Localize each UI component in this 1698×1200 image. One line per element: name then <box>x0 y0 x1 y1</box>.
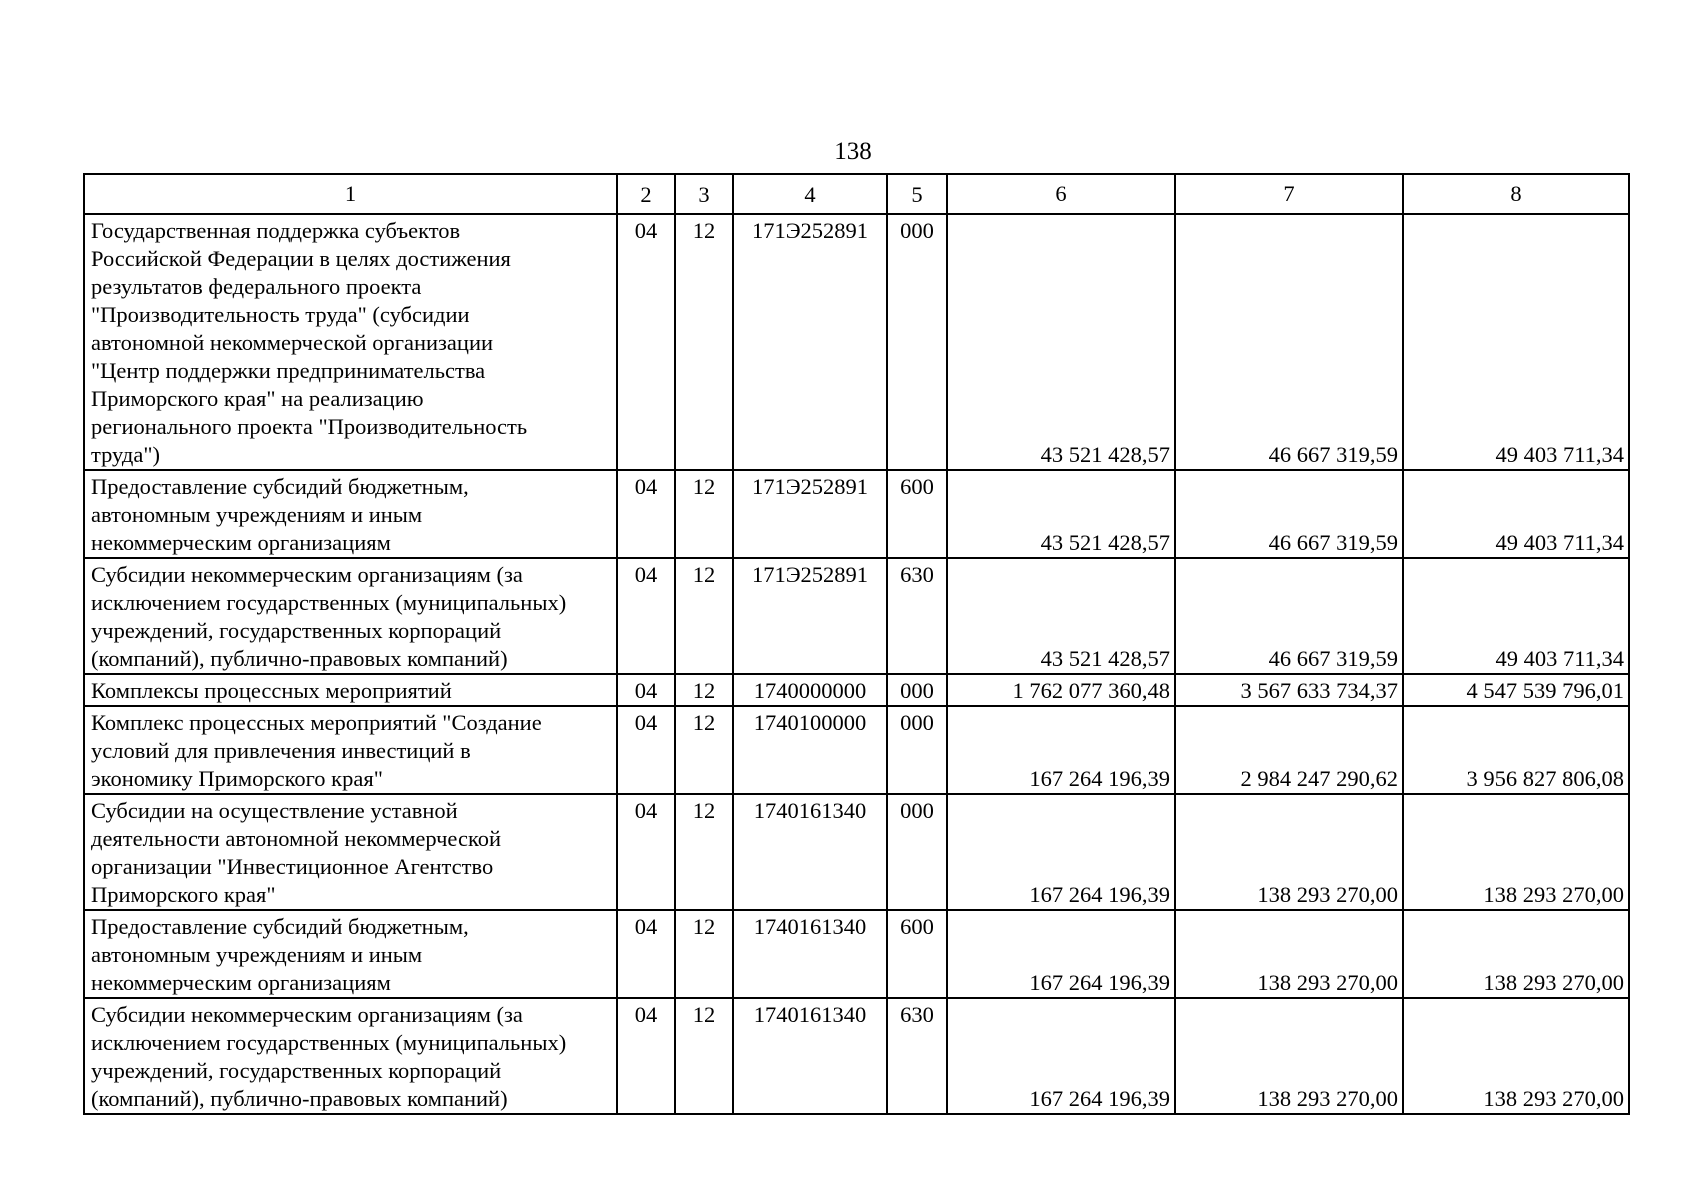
row-subsection-code: 12 <box>675 470 733 558</box>
row-section-code: 04 <box>617 674 675 706</box>
row-description <box>84 558 617 674</box>
row-subsection-code: 12 <box>675 706 733 794</box>
header-cell-3: 3 <box>675 174 733 214</box>
row-expense-type-code: 000 <box>887 674 947 706</box>
row-section-code: 04 <box>617 558 675 674</box>
row-subsection-code: 12 <box>675 558 733 674</box>
row-description-line: некоммерческим организациям <box>91 530 391 555</box>
header-cell-4: 4 <box>733 174 887 214</box>
row-description-line: учреждений, государственных корпораций <box>91 618 502 643</box>
row-target-article-code: 171Э252891 <box>733 470 887 558</box>
row-description-line: Предоставление субсидий бюджетным, <box>91 914 469 939</box>
row-description-line: регионального проекта "Производительность <box>91 414 528 439</box>
row-expense-type-code: 600 <box>887 470 947 558</box>
row-amount-col6: 167 264 196,39 <box>947 794 1175 910</box>
row-description-line: (компаний), публично-правовых компаний) <box>91 1086 508 1111</box>
table-row <box>84 214 1629 470</box>
table-header-row <box>84 174 1629 214</box>
header-cell-2: 2 <box>617 174 675 214</box>
row-description-line: организации "Инвестиционное Агентство <box>91 854 494 879</box>
row-description-line: Субсидии некоммерческим организациям (за <box>91 562 523 587</box>
row-description-line: Приморского края" <box>91 882 276 907</box>
row-section-code: 04 <box>617 706 675 794</box>
row-amount-col8: 138 293 270,00 <box>1403 794 1629 910</box>
table-row <box>84 706 1629 794</box>
row-subsection-code: 12 <box>675 674 733 706</box>
row-description-line: Субсидии некоммерческим организациям (за <box>91 1002 523 1027</box>
row-target-article-code: 1740161340 <box>733 910 887 998</box>
row-amount-col8: 49 403 711,34 <box>1403 470 1629 558</box>
row-amount-col7: 46 667 319,59 <box>1175 558 1403 674</box>
header-cell-1: 1 <box>84 174 617 214</box>
row-description-line: "Производительность труда" (субсидии <box>91 302 470 327</box>
row-description-line: автономным учреждениям и иным <box>91 502 423 527</box>
row-description-line: исключением государственных (муниципальных) <box>91 590 567 615</box>
row-description <box>84 214 617 470</box>
row-description-line: автономным учреждениям и иным <box>91 942 423 967</box>
table-row <box>84 674 1629 706</box>
row-description <box>84 470 617 558</box>
row-description-line: Приморского края" на реализацию <box>91 386 424 411</box>
row-description-line: труда") <box>91 442 161 467</box>
row-amount-col7: 138 293 270,00 <box>1175 910 1403 998</box>
row-description-line: некоммерческим организациям <box>91 970 391 995</box>
row-description-line: исключением государственных (муниципальных) <box>91 1030 567 1055</box>
row-expense-type-code: 000 <box>887 214 947 470</box>
row-description <box>84 998 617 1114</box>
row-description <box>84 794 617 910</box>
row-amount-col8: 49 403 711,34 <box>1403 558 1629 674</box>
row-description-line: "Центр поддержки предпринимательства <box>91 358 486 383</box>
row-target-article-code: 171Э252891 <box>733 558 887 674</box>
header-cell-5: 5 <box>887 174 947 214</box>
row-target-article-code: 1740161340 <box>733 998 887 1114</box>
row-amount-col7: 138 293 270,00 <box>1175 794 1403 910</box>
row-amount-col7: 3 567 633 734,37 <box>1175 674 1403 706</box>
row-amount-col7: 138 293 270,00 <box>1175 998 1403 1114</box>
row-description-line: (компаний), публично-правовых компаний) <box>91 646 508 671</box>
row-expense-type-code: 630 <box>887 558 947 674</box>
row-subsection-code: 12 <box>675 910 733 998</box>
table-row <box>84 470 1629 558</box>
table-row <box>84 558 1629 674</box>
row-description-line: Субсидии на осуществление уставной <box>91 798 458 823</box>
row-description-line: результатов федерального проекта <box>91 274 422 299</box>
row-expense-type-code: 630 <box>887 998 947 1114</box>
row-amount-col8: 4 547 539 796,01 <box>1403 674 1629 706</box>
row-subsection-code: 12 <box>675 794 733 910</box>
row-description-line: Комплексы процессных мероприятий <box>91 678 452 703</box>
row-expense-type-code: 600 <box>887 910 947 998</box>
row-description <box>84 910 617 998</box>
row-description-line: экономику Приморского края" <box>91 766 383 791</box>
header-cell-7: 7 <box>1175 174 1403 214</box>
row-description-line: деятельности автономной некоммерческой <box>91 826 502 851</box>
header-cell-8: 8 <box>1403 174 1629 214</box>
row-description-line: Комплекс процессных мероприятий "Создание <box>91 710 542 735</box>
row-section-code: 04 <box>617 214 675 470</box>
row-amount-col6: 43 521 428,57 <box>947 214 1175 470</box>
row-target-article-code: 171Э252891 <box>733 214 887 470</box>
row-description-line: учреждений, государственных корпораций <box>91 1058 502 1083</box>
row-description-line: Российской Федерации в целях достижения <box>91 246 511 271</box>
row-amount-col6: 1 762 077 360,48 <box>947 674 1175 706</box>
row-amount-col6: 43 521 428,57 <box>947 470 1175 558</box>
row-amount-col8: 3 956 827 806,08 <box>1403 706 1629 794</box>
table-row <box>84 998 1629 1114</box>
row-amount-col7: 2 984 247 290,62 <box>1175 706 1403 794</box>
row-target-article-code: 1740161340 <box>733 794 887 910</box>
row-amount-col7: 46 667 319,59 <box>1175 214 1403 470</box>
row-amount-col6: 167 264 196,39 <box>947 706 1175 794</box>
row-section-code: 04 <box>617 470 675 558</box>
table-row <box>84 794 1629 910</box>
table-row <box>84 910 1629 998</box>
row-subsection-code: 12 <box>675 214 733 470</box>
page-number: 138 <box>834 138 872 165</box>
row-amount-col6: 167 264 196,39 <box>947 910 1175 998</box>
row-amount-col7: 46 667 319,59 <box>1175 470 1403 558</box>
row-expense-type-code: 000 <box>887 794 947 910</box>
row-amount-col8: 49 403 711,34 <box>1403 214 1629 470</box>
row-section-code: 04 <box>617 910 675 998</box>
row-expense-type-code: 000 <box>887 706 947 794</box>
row-description-line: условий для привлечения инвестиций в <box>91 738 471 763</box>
row-description-line: автономной некоммерческой организации <box>91 330 494 355</box>
row-target-article-code: 1740100000 <box>733 706 887 794</box>
row-amount-col8: 138 293 270,00 <box>1403 910 1629 998</box>
budget-table <box>83 173 1630 1115</box>
row-subsection-code: 12 <box>675 998 733 1114</box>
row-description <box>84 674 617 706</box>
row-description <box>84 706 617 794</box>
row-amount-col6: 43 521 428,57 <box>947 558 1175 674</box>
row-target-article-code: 1740000000 <box>733 674 887 706</box>
row-amount-col6: 167 264 196,39 <box>947 998 1175 1114</box>
row-description-line: Предоставление субсидий бюджетным, <box>91 474 469 499</box>
row-description-line: Государственная поддержка субъектов <box>91 218 461 243</box>
row-amount-col8: 138 293 270,00 <box>1403 998 1629 1114</box>
row-section-code: 04 <box>617 998 675 1114</box>
row-section-code: 04 <box>617 794 675 910</box>
header-cell-6: 6 <box>947 174 1175 214</box>
